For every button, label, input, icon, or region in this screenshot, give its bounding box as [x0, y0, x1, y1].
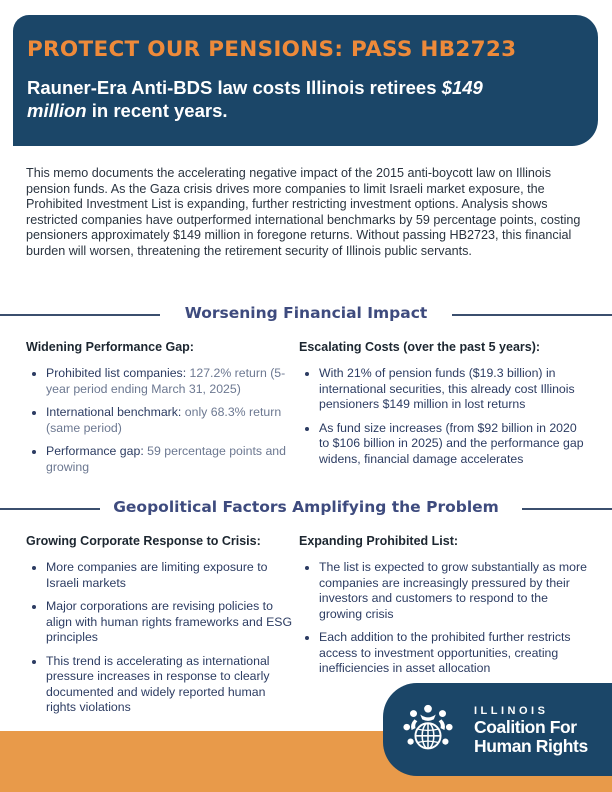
performance-gap-column: [26, 340, 296, 483]
header-banner: [13, 15, 598, 146]
subtitle-amount: $149 million: [27, 77, 483, 121]
item-detail: 59 percentage points and growing: [46, 444, 286, 474]
list-item: This trend is accelerating as international pressure increases in response to clearly documented and widely reported human rights violations: [26, 654, 294, 716]
column-heading: Escalating Costs (over the past 5 years):: [299, 340, 541, 354]
item-label: International benchmark:: [46, 405, 182, 419]
item-detail: only 68.3% return (same period): [46, 405, 282, 435]
list-item: Major corporations are revising policies to align with human rights frameworks and ESG principles: [26, 599, 294, 646]
bullet-list: [26, 366, 296, 475]
list-item: More companies are limiting exposure to Israeli markets: [26, 560, 294, 591]
escalating-costs-column: [299, 340, 589, 475]
bullet-list: [299, 366, 589, 467]
column-heading: Growing Corporate Response to Crisis:: [26, 534, 261, 548]
column-heading: Widening Performance Gap:: [26, 340, 194, 354]
list-item: With 21% of pension funds ($19.3 billion) in international securities, this already cost Illinois pensioners $149 million in lost returns: [299, 366, 589, 413]
column-heading: Expanding Prohibited List:: [299, 534, 459, 548]
list-item: Each addition to the prohibited further restricts access to investment opportunities, creating inefficiencies in asset allocation: [299, 630, 591, 677]
item-detail: 127.2% return (5-year period ending March 31, 2025): [46, 366, 286, 396]
logo-state: ILLINOIS: [474, 705, 549, 717]
list-item: [26, 366, 296, 397]
section-heading-financial: [0, 304, 612, 324]
section-title: Worsening Financial Impact: [184, 304, 428, 322]
section-title: Geopolitical Factors Amplifying the Problem: [113, 498, 499, 516]
page-subtitle: [27, 76, 547, 122]
bullet-list: [299, 560, 591, 677]
item-label: Prohibited list companies:: [46, 366, 187, 380]
subtitle-text-end: in recent years.: [86, 100, 228, 121]
page-title: PROTECT OUR PENSIONS: PASS HB2723: [27, 37, 517, 62]
people-globe-icon: [399, 701, 457, 759]
item-label: Performance gap:: [46, 444, 144, 458]
corporate-response-column: [26, 534, 294, 724]
section-heading-geopolitical: [0, 498, 612, 518]
bullet-list: [26, 560, 294, 716]
logo-wordmark: [474, 705, 588, 755]
logo-line-2: Human Rights: [474, 736, 588, 756]
list-item: [26, 444, 296, 475]
list-item: The list is expected to grow substantially as more companies are increasingly pressured by their investors and customers to respond to the growing crisis: [299, 560, 591, 622]
intro-paragraph: This memo documents the accelerating negative impact of the 2015 anti-boycott law on Illinois pension funds. As the Gaza crisis drives more companies to limit Israeli market exposure, the Prohibited Investment List is expanding, further restricting investment options. Analysis shows restricted companies have outperformed international benchmarks by 59 percentage points, costing pensioners approximately $149 million in foregone returns. Without passing HB2723, this financial burden will worsen, threatening the retirement security of Illinois public servants.: [26, 166, 581, 258]
logo-line-1: Coalition For: [474, 717, 577, 737]
list-item: As fund size increases (from $92 billion in 2020 to $106 billion in 2025) and the performance gap widens, financial damage accelerates: [299, 421, 589, 468]
subtitle-text: Rauner-Era Anti-BDS law costs Illinois retirees: [27, 77, 442, 98]
prohibited-list-column: [299, 534, 591, 685]
organization-logo: [383, 683, 612, 776]
list-item: [26, 405, 296, 436]
